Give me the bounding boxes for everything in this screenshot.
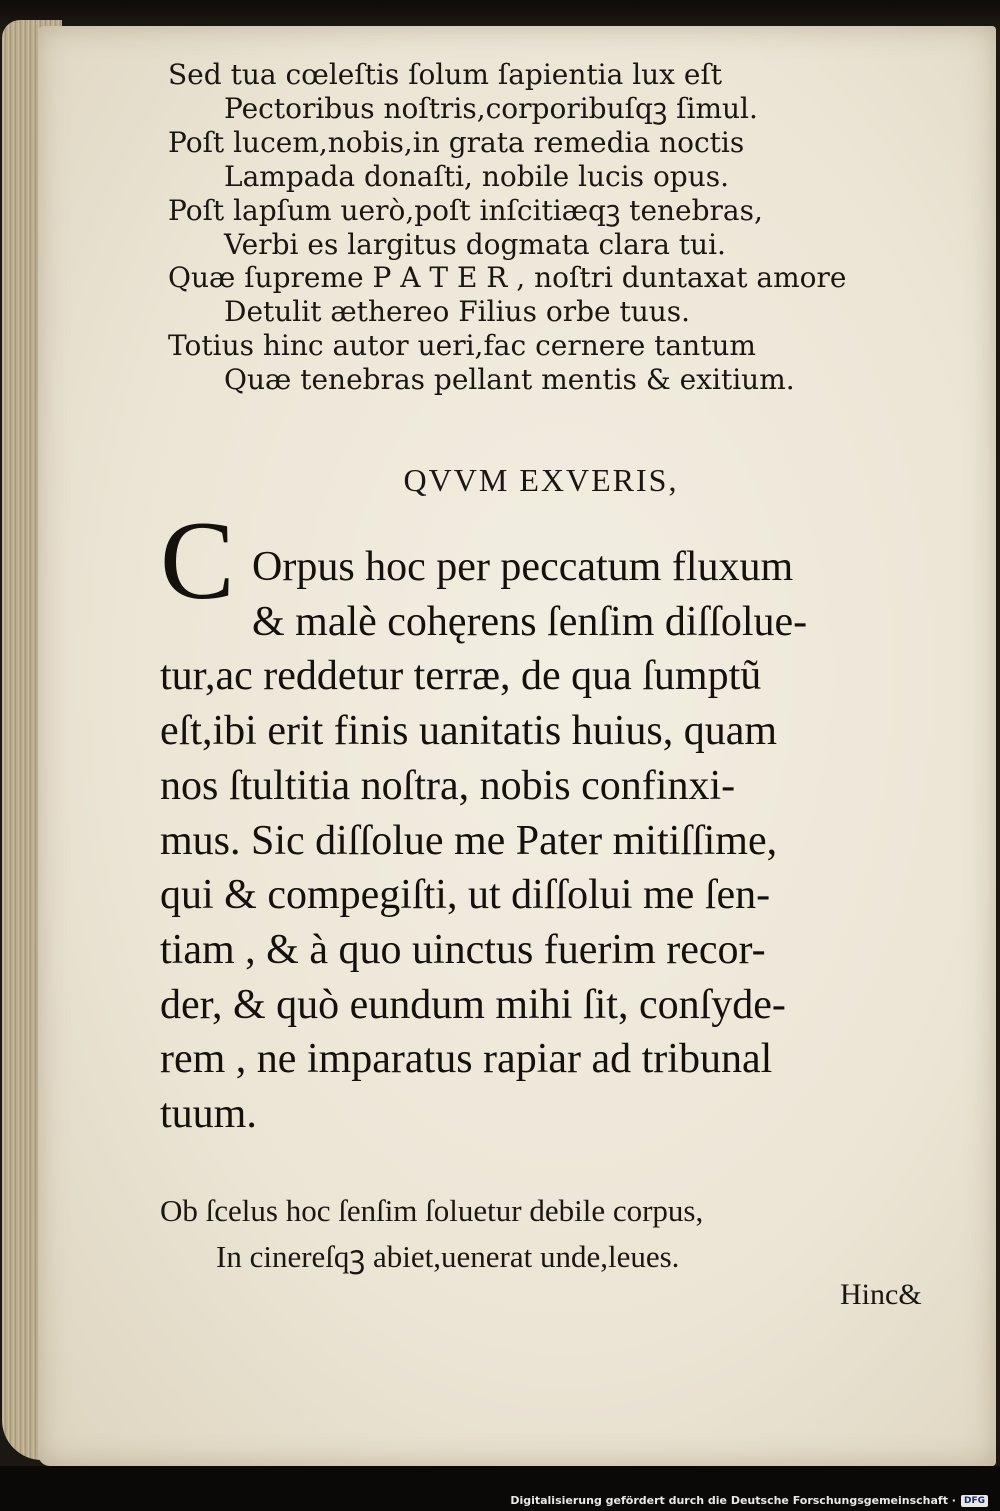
verse-line: In cinereſqꝫ abiet,uenerat unde,leues.: [216, 1239, 680, 1274]
opening-verse: [168, 58, 928, 397]
paragraph-line: tiam , & à quo uinctus fuerim recor-: [160, 926, 766, 973]
prayer-paragraph: [160, 540, 950, 1142]
paragraph-line: mus. Sic diſſolue me Pater mitiſſime,: [160, 817, 778, 864]
verse-line: Verbi es largitus dogmata clara tui.: [224, 227, 726, 261]
paragraph-line: tur,ac reddetur terræ, de qua ſumptũ: [160, 653, 762, 700]
paragraph-line: der, & quò eundum mihi ſit, conſyde-: [160, 981, 786, 1028]
verse-line: Poſt lapſum uerò,poſt inſcitiæqꝫ tenebras,: [168, 193, 763, 227]
verse-line: Pectoribus noſtris,corporibuſqꝫ ſimul.: [224, 91, 758, 125]
paragraph-line: eſt,ibi erit finis uanitatis huius, quam: [160, 708, 778, 755]
paragraph-line: tuum.: [160, 1091, 257, 1138]
paragraph-line: qui & compegiſti, ut diſſolui me ſen-: [160, 872, 771, 919]
drop-cap: C: [160, 499, 235, 623]
verse-line: Lampada donaſti, nobile lucis opus.: [224, 159, 730, 193]
paragraph-line: Orpus hoc per peccatum fluxum: [252, 544, 794, 590]
verse-line: Quæ tenebras pellant mentis & exitium.: [224, 363, 795, 397]
paragraph-line: nos ſtultitia noſtra, nobis confinxi-: [160, 762, 736, 809]
section-heading: QVVM EXVERIS,: [403, 462, 679, 498]
verse-line: Sed tua cœleſtis ſolum ſapientia lux eſt: [168, 58, 723, 91]
dfg-logo-icon: DFG: [961, 1495, 988, 1507]
digitization-credit: [510, 1494, 988, 1507]
paragraph-line: rem , ne imparatus rapiar ad tribunal: [160, 1036, 773, 1083]
verse-line: Detulit æthereo Filius orbe tuus.: [224, 295, 691, 329]
verse-line: Quæ ſupreme P A T E R , noſtri duntaxat amore: [168, 261, 847, 295]
scan-bottom-border: [0, 1466, 1000, 1511]
credit-text: Digitalisierung gefördert durch die Deutsche Forschungsgemeinschaft ·: [510, 1494, 956, 1507]
verse-line: Poſt lucem,nobis,in grata remedia noctis: [168, 125, 745, 159]
verse-line: Ob ſcelus hoc ſenſim ſoluetur debile corpus,: [160, 1193, 704, 1228]
paragraph-line: & malè cohęrens ſenſim diſſolue-: [252, 598, 808, 645]
catchword: Hinc&: [840, 1278, 922, 1311]
verse-line: Totius hinc autor ueri,fac cernere tantum: [168, 329, 756, 363]
closing-verse: [160, 1188, 940, 1280]
